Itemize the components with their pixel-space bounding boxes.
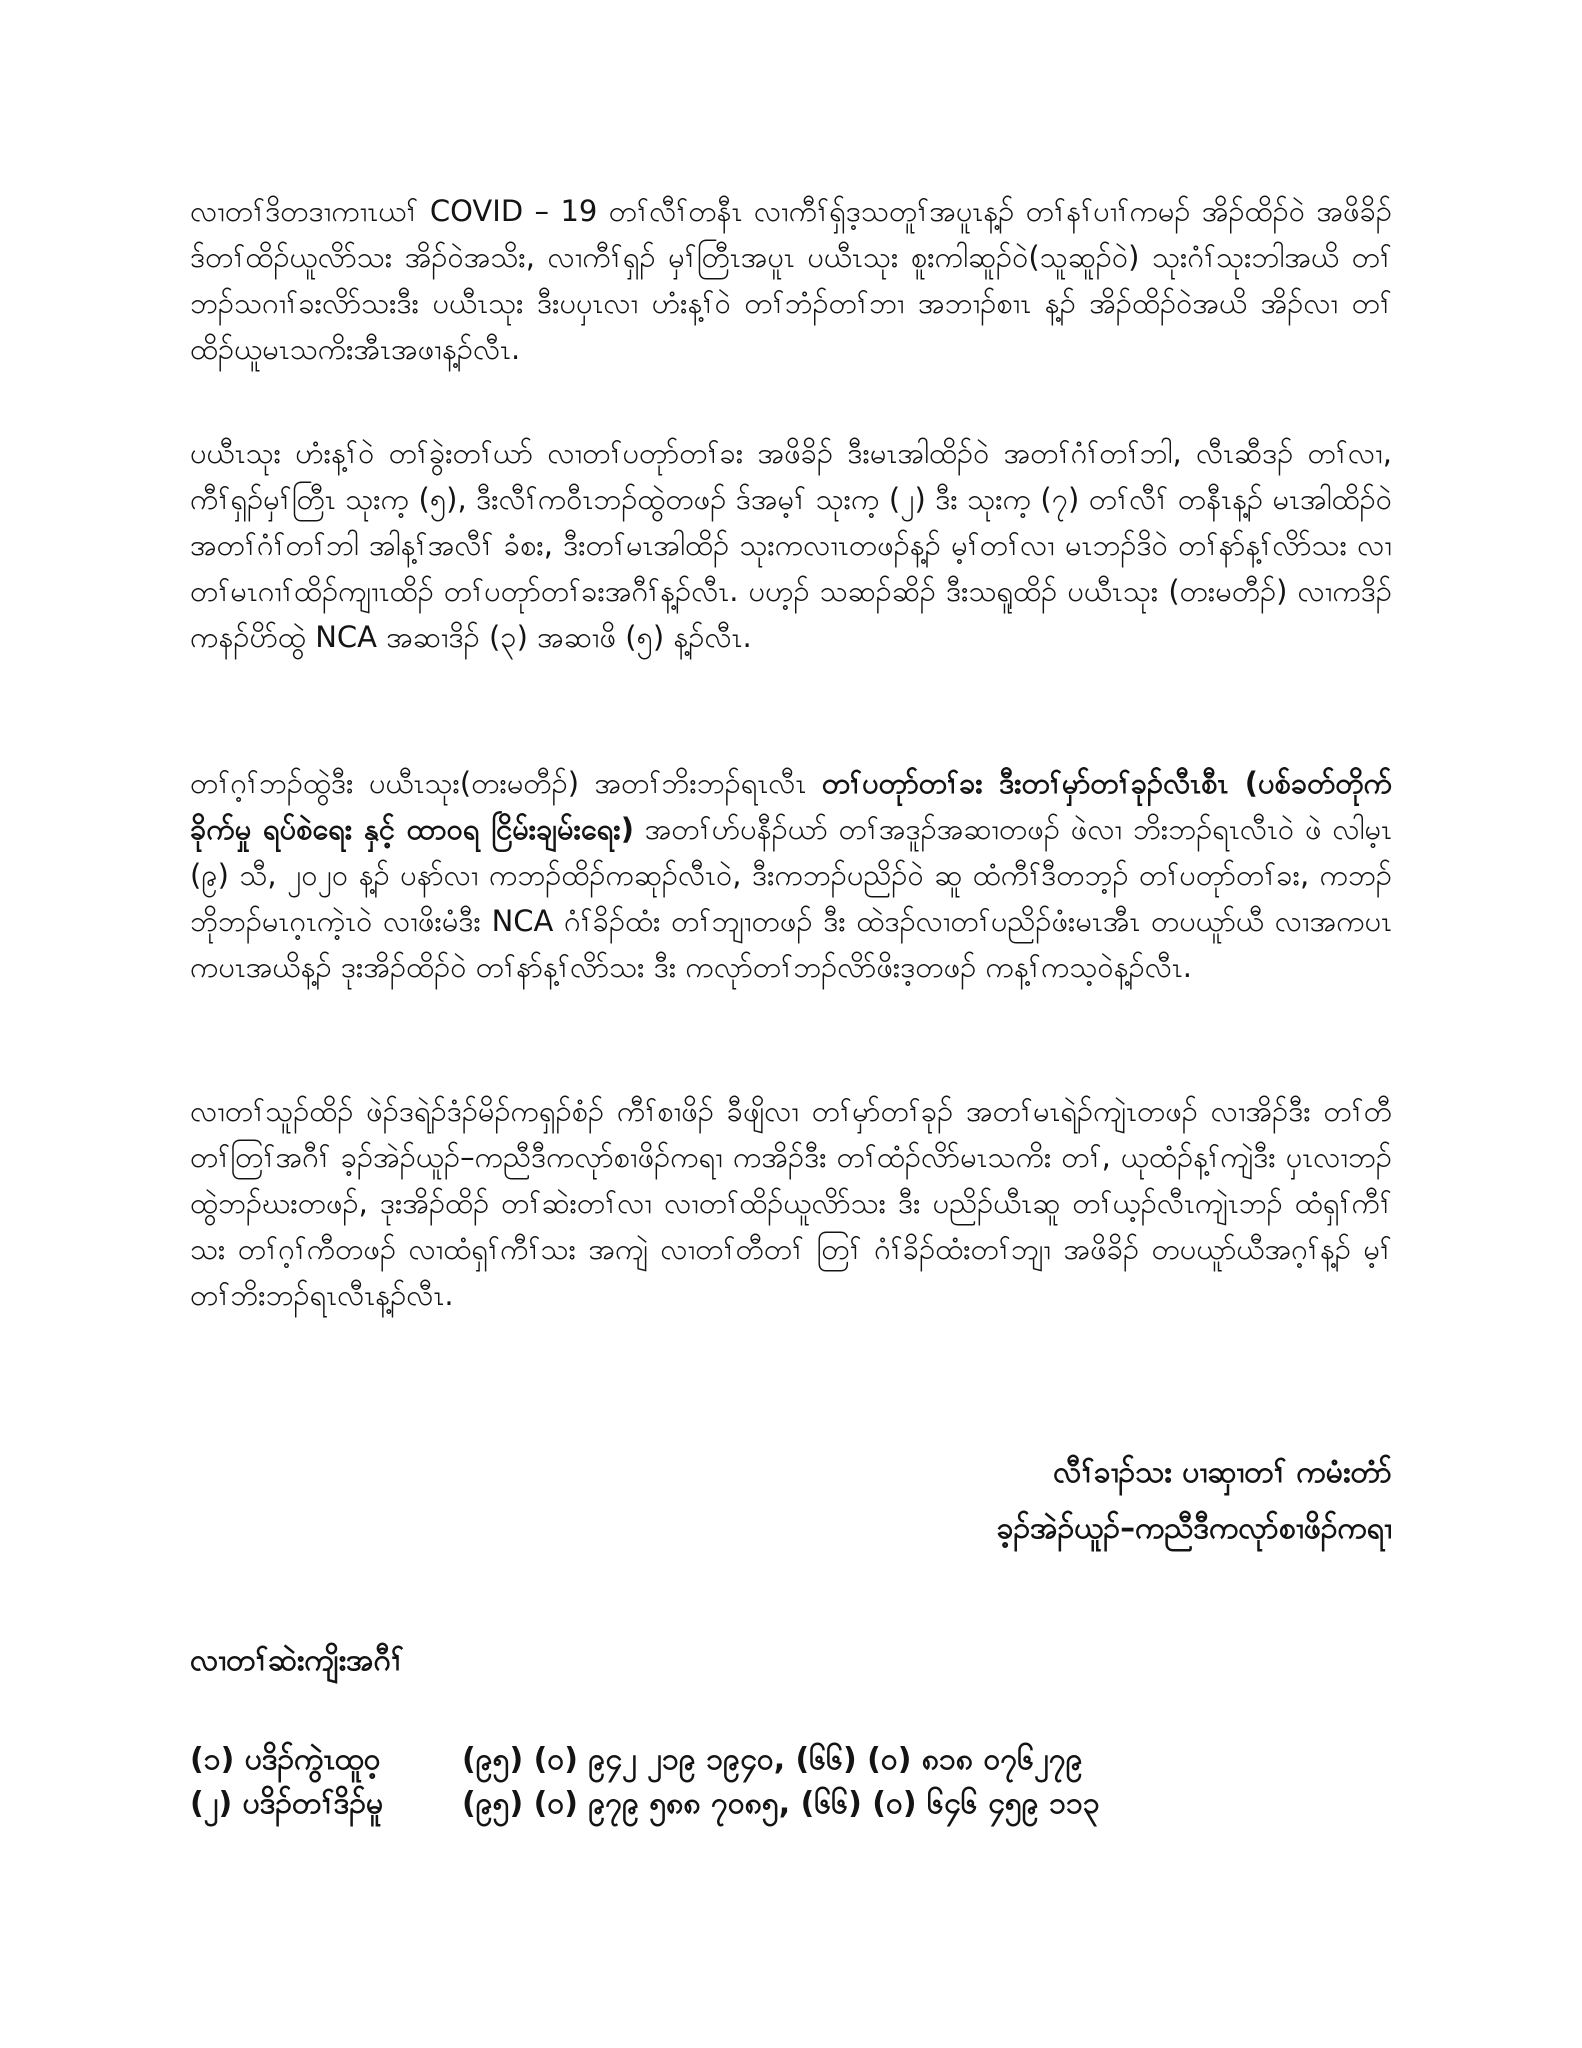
contact-name: (၂) ပဒိၣ်တၢ်ဒိၣ်မူ [190, 1786, 384, 1821]
paragraph-4: လၢတၢ်သူၣ်ထိၣ် ဖဲၣ်ဒရဲၣ်ဒံၣ်မိၣ်ကရှၣ်စံၣ် ကီၢ်စၢဖိၣ် ခီဖျိလၢ တၢ်မှာ်တၢ်ခုၣ် အတၢ်မၤရဲၣ်ကျဲၤတဖၣ် လၢအိၣ်ဒီး တၢ်တီတၢ်တြၢ်အဂီၢ် ခ့ၣ်အဲၣ်ယူၣ်–ကညီဒီကလုာ်စၢဖိၣ်ကရၢ ကအိၣ်ဒီး တၢ်ထံၣ်လိာ်မၤသကိး တၢ်, ယုထံၣ်န့ၢ်ကျဲဒီး ပှၤလၢဘၣ်ထွဲဘၣ်ဃးတဖၣ်, ဒုးအိၣ်ထိၣ် တၢ်ဆဲးတၢ်လၢ လၢတၢ်ထိၣ်ယူလိာ်သး ဒီး ပညိၣ်ယီၤဆူ တၢ်ယ့ၣ်လီၤကျဲၤဘၣ် ထံရှၢ်ကီၢ်သး တၢ်ဂ့ၢ်ကီတဖၣ် လၢထံရှၢ်ကီၢ်သး အကျဲ လၢတၢ်တီတၢ် တြၢ် ဂံၢ်ခိၣ်ထံးတၢ်ဘျၢ အဖိခိၣ် တပယူာ်ယီအဂ့ၢ်န့ၣ် မ့ၢ်တၢ်ဘိးဘၣ်ရၤလီၤန့ၣ်လီၤ. [190, 1094, 1392, 1312]
contact-heading: လၢတၢ်ဆဲးကျိးအဂီၢ် [190, 1643, 404, 1678]
contact-phone: (၉၅) (၀) ၉၇၉ ၅၈၈ ၇၀၈၅, (၆၆) (၀) ၆၄၆ ၄၅၉ ၁၁၃ [462, 1786, 1100, 1821]
contact-row [190, 1782, 1100, 1826]
paragraph-1: လၢတၢ်ဒိတဒၢကၢၤယၢ် COVID – 19 တၢ်လီၢ်တနီၤ လၢကီၢ်ရှ်ဒ့သတူၢ်အပူၤန့ၣ် တၢ်နၢ်ပၢၢ်ကမၣ် အိၣ်ထိၣ်ဝဲ အဖိခိၣ် ဒ်တၢ်ထိၣ်ယူလိာ်သး အိၣ်ဝဲအသိး, လၢကီၢ်ရှၣ် မှၢ်တြီၤအပူၤ ပယီၤသုး စူးကါဆူၣ်ဝဲ(သူဆူၣ်ဝဲ) သုးဂံၢ်သုးဘါအယိ တၢ်ဘၣ်သဂၢၢ်ခးလိာ်သးဒီး ပယီၤသုး ဒီးပပှၤလၢ ဟံးန့ၢ်ဝဲ တၢ်ဘံၣ်တၢ်ဘၢ အဘၢၣ်စၢၤ န့ၣ် အိၣ်ထိၣ်ဝဲအယိ အိၣ်လၢ တၢ်ထိၣ်ယူမၤသကိးအီၤအဖၢန့ၣ်လီၤ. [190, 194, 1392, 366]
paragraph-3-end: အတၢ်ဟ်ပနီၣ်ယာ် တၢ်အဒူၣ်အဆၢတဖၣ် ဖဲလၢ ဘိးဘၣ်ရၤလီၤဝဲ ဖဲ လါမ့ၤ (၉) သီ, ၂၀၂၀ န့ၣ် ပနာ်လၢ ကဘၣ်ထိၣ်ကဆုၣ်လီၤဝဲ, ဒီးကဘၣ်ပညိၣ်ဝဲ ဆူ ထံကီၢ်ဒီတဘ့ၣ် တၢ်ပတုာ်တၢ်ခး, ကဘၣ်ဘိုဘၣ်မၤဂ့ၤကဲ့ၤဝဲ လၢဖိးမံဒီး NCA ဂံၢ်ခိၣ်ထံး တၢ်ဘျၢတဖၣ် ဒီး ထဲဒၣ်လၢတၢ်ပညိၣ်ဖံးမၤအီၤ တပယူာ်ယီ လၢအကပၤကပၤအယိန့ၣ် ဒုးအိၣ်ထိၣ်ဝဲ တၢ်နာ်န့ၢ်လိာ်သး ဒီး ကလုာ်တၢ်ဘၣ်လိာ်ဖိးဒ့တဖၣ် ကန့ၢ်ကသ့ဝဲန့ၣ်လီၤ. [190, 812, 1392, 984]
signature-title: လီၢ်ခၢၣ်သး ပၢဆှၢတၢ် ကမံးတံာ် [1053, 1455, 1392, 1490]
contact-name: (၁) ပဒိၣ်ကွဲၤထူဝ့ [190, 1742, 381, 1777]
signature-block [997, 1445, 1392, 1557]
paragraph-3 [190, 760, 1392, 990]
contact-row [190, 1738, 1083, 1782]
contact-phone: (၉၅) (၀) ၉၄၂ ၂၁၉ ၁၉၄၀, (၆၆) (၀) ၈၁၈ ၀၇၆၂၇၉ [462, 1742, 1083, 1777]
paragraph-3-bold-heading: တၢ်ပတုာ်တၢ်ခး ဒီးတၢ်မှာ်တၢ်ခုၣ်လီၤစီၤ (ပစ်ခတ်တိုက် ခိုက်မှု ရပ်စဲရေး နှင့် ထာဝရ ငြိမ်းချမ်းရေး) [190, 766, 1392, 846]
paragraph-2: ပယီၤသုး ဟံးန့ၢ်ဝဲ တၢ်ခွဲးတၢ်ယာ် လၢတၢ်ပတုာ်တၢ်ခး အဖိခိၣ် ဒီးမၤအါထိၣ်ဝဲ အတၢ်ဂံၢ်တၢ်ဘါ, လီၤဆီဒၣ် တၢ်လၢ, ကီၢ်ရှၣ်မှၢ်တြီၤ သုးက့ (၅), ဒီးလီၢ်ကဝီၤဘၣ်ထွဲတဖၣ် ဒ်အမ့ၢ် သုးက့ (၂) ဒီး သုးက့ (၇) တၢ်လီၢ် တနီၤန့ၣ် မၤအါထိၣ်ဝဲ အတၢ်ဂံၢ်တၢ်ဘါ အါန့ၢ်အလီၢ် ခံစး, ဒီးတၢ်မၤအါထိၣ် သုးကလၢၤတဖၣ်န့ၣ် မ့ၢ်တၢ်လၢ မၤဘၣ်ဒိဝဲ တၢ်နာ်န့ၢ်လိာ်သး လၢတၢ်မၤဂၢၢ်ထိၣ်ကျၢၤထိၣ် တၢ်ပတုာ်တၢ်ခးအဂီၢ်န့ၣ်လီၤ. ပဟ့ၣ် သဆၣ်ဆိၣ် ဒီးသရူထိၣ် ပယီၤသုး (တးမတီၣ်) လၢကဒိၣ်ကနၣ်ပိာ်ထွဲ NCA အဆၢဒိၣ် (၃) အဆၢဖိ (၅) န့ၣ်လီၤ. [190, 436, 1392, 654]
paragraph-3-start: တၢ်ဂ့ၢ်ဘၣ်ထွဲဒီး ပယီၤသုး(တးမတီၣ်) အတၢ်ဘိးဘၣ်ရၤလီၤ [190, 766, 807, 800]
signature-organization: ခ့ၣ်အဲၣ်ယူၣ်–ကညီဒီကလုာ်စၢဖိၣ်ကရၢ [996, 1511, 1392, 1546]
